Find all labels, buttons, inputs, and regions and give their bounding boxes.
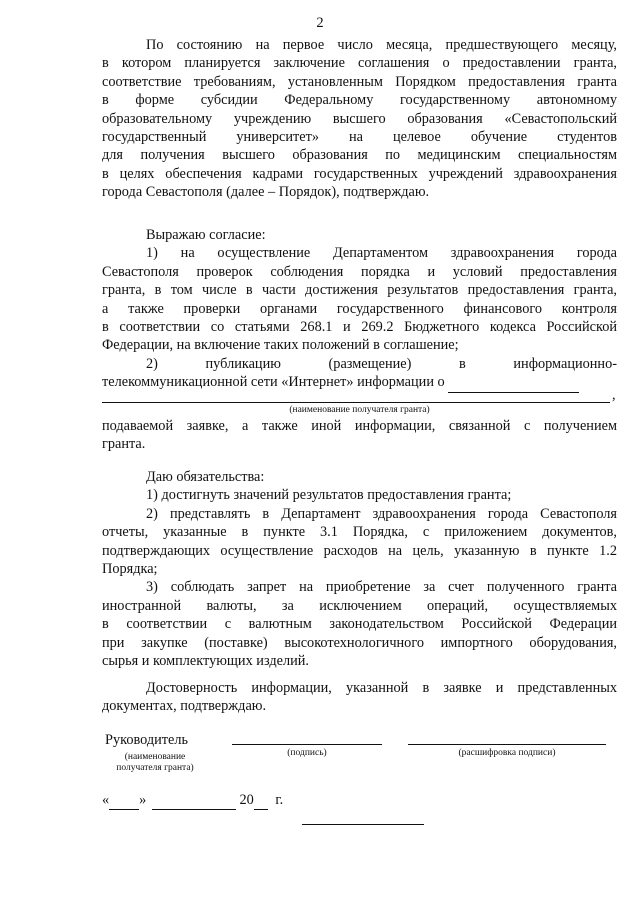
item2-comma: , — [612, 387, 616, 403]
consent-item1-line: Севастополя проверок соблюдения порядка и условий предоставления — [102, 263, 617, 280]
consent-item1-line: 1) на осуществление Департаментом здравоохранения города — [146, 245, 617, 262]
page-number: 2 — [316, 15, 324, 31]
day-blank — [109, 792, 139, 810]
obligation-item3-line: иностранной валюты, за исключением операций, осуществляемых — [102, 597, 617, 614]
bottom-rule — [302, 824, 424, 825]
year-blank — [254, 792, 268, 810]
obligation-item1: 1) достигнуть значений результатов предоставления гранта; — [146, 487, 512, 504]
intro-line: города Севастополя (далее – Порядок), подтверждаю. — [102, 184, 430, 201]
year-prefix: 20 — [239, 792, 254, 808]
intro-line: в целях обеспечения кадрами государственных учреждений здравоохранения — [102, 165, 617, 182]
consent-item2-line: 2) публикацию (размещение) в информационно- — [146, 355, 617, 372]
obligation-item3-line: в соответствии с валютным законодательством Российской Федерации — [102, 616, 617, 633]
signature-caption: (подпись) — [287, 748, 327, 758]
decoding-line — [408, 744, 606, 745]
intro-line: для получения высшего образования по медицинским специальностям — [102, 147, 617, 164]
consent-item1-line: гранта, в том числе в части достижения результатов предоставления гранта, — [102, 282, 617, 299]
obligation-item2-line: Порядка; — [102, 561, 158, 578]
intro-line: соответствие требованиям, установленным Порядком предоставления гранта — [102, 73, 617, 90]
consent-item2-text: телекоммуникационной сети «Интернет» информации о — [102, 374, 445, 391]
obligation-item3-line: при закупке (поставке) высокотехнологичного импортного оборудования, — [102, 634, 617, 651]
obligations-section — [102, 468, 617, 670]
obligation-item3-line: 3) соблюдать запрет на приобретение за счет полученного гранта — [146, 579, 617, 596]
obligation-item2-line: отчеты, указанные в пункте 3.1 Порядка, с приложением документов, — [102, 524, 617, 541]
signature-line — [232, 744, 382, 745]
intro-line: в котором планируется заключение соглашения о предоставлении гранта, — [102, 55, 617, 72]
date-close-quote: » — [139, 792, 147, 808]
role-caption-line: (наименование — [124, 752, 186, 762]
consent-item2-line: подаваемой заявке, а также иной информации, связанной с получением — [102, 418, 617, 434]
role-caption-line: получателя гранта) — [116, 763, 194, 773]
consent-item2-line: гранта. — [102, 436, 146, 453]
decoding-caption: (расшифровка подписи) — [458, 748, 556, 758]
signature-role: Руководитель — [105, 732, 189, 748]
date-line — [102, 792, 283, 810]
recipient-name-line — [102, 402, 610, 403]
obligation-item2-line: подтверждающих осуществление расходов на цель, указанную в пункте 1.2 — [102, 542, 617, 559]
year-suffix: г. — [275, 792, 284, 808]
consent-item1-line: в соответствии со статьями 268.1 и 269.2 Бюджетного кодекса Российской — [102, 319, 617, 336]
month-blank — [152, 792, 236, 810]
obligations-heading: Даю обязательства: — [146, 469, 265, 485]
intro-line: По состоянию на первое число месяца, предшествующего месяцу, — [146, 37, 617, 53]
intro-line: государственный университет» на целевое обучение студентов — [102, 129, 617, 146]
intro-paragraph — [102, 36, 617, 202]
intro-line: в форме субсидии Федеральному государственному автономному — [102, 92, 617, 109]
consent-item1-line: а также проверки органами государственного финансового контроля — [102, 300, 617, 317]
certification-paragraph — [102, 679, 617, 716]
recipient-name-caption: (наименование получателя гранта) — [289, 405, 430, 415]
consent-item2-line — [102, 373, 617, 392]
recipient-name-blank — [448, 373, 579, 392]
intro-line: образовательному учреждению высшего образования «Севастопольский — [102, 110, 617, 127]
obligation-item3-line: сырья и комплектующих изделий. — [102, 653, 309, 670]
certification-line: Достоверность информации, указанной в заявке и представленных — [146, 680, 617, 696]
certification-line: документах, подтверждаю. — [102, 698, 267, 715]
consent-item2-rest — [102, 417, 617, 454]
obligation-item2-line: 2) представлять в Департамент здравоохранения города Севастополя — [146, 505, 617, 522]
consent-item1-line: Федерации, на включение таких положений в соглашение; — [102, 337, 459, 354]
role-caption — [100, 752, 210, 774]
consent-heading: Выражаю согласие: — [146, 227, 266, 243]
date-open-quote: « — [102, 792, 110, 808]
consent-section — [102, 226, 617, 393]
